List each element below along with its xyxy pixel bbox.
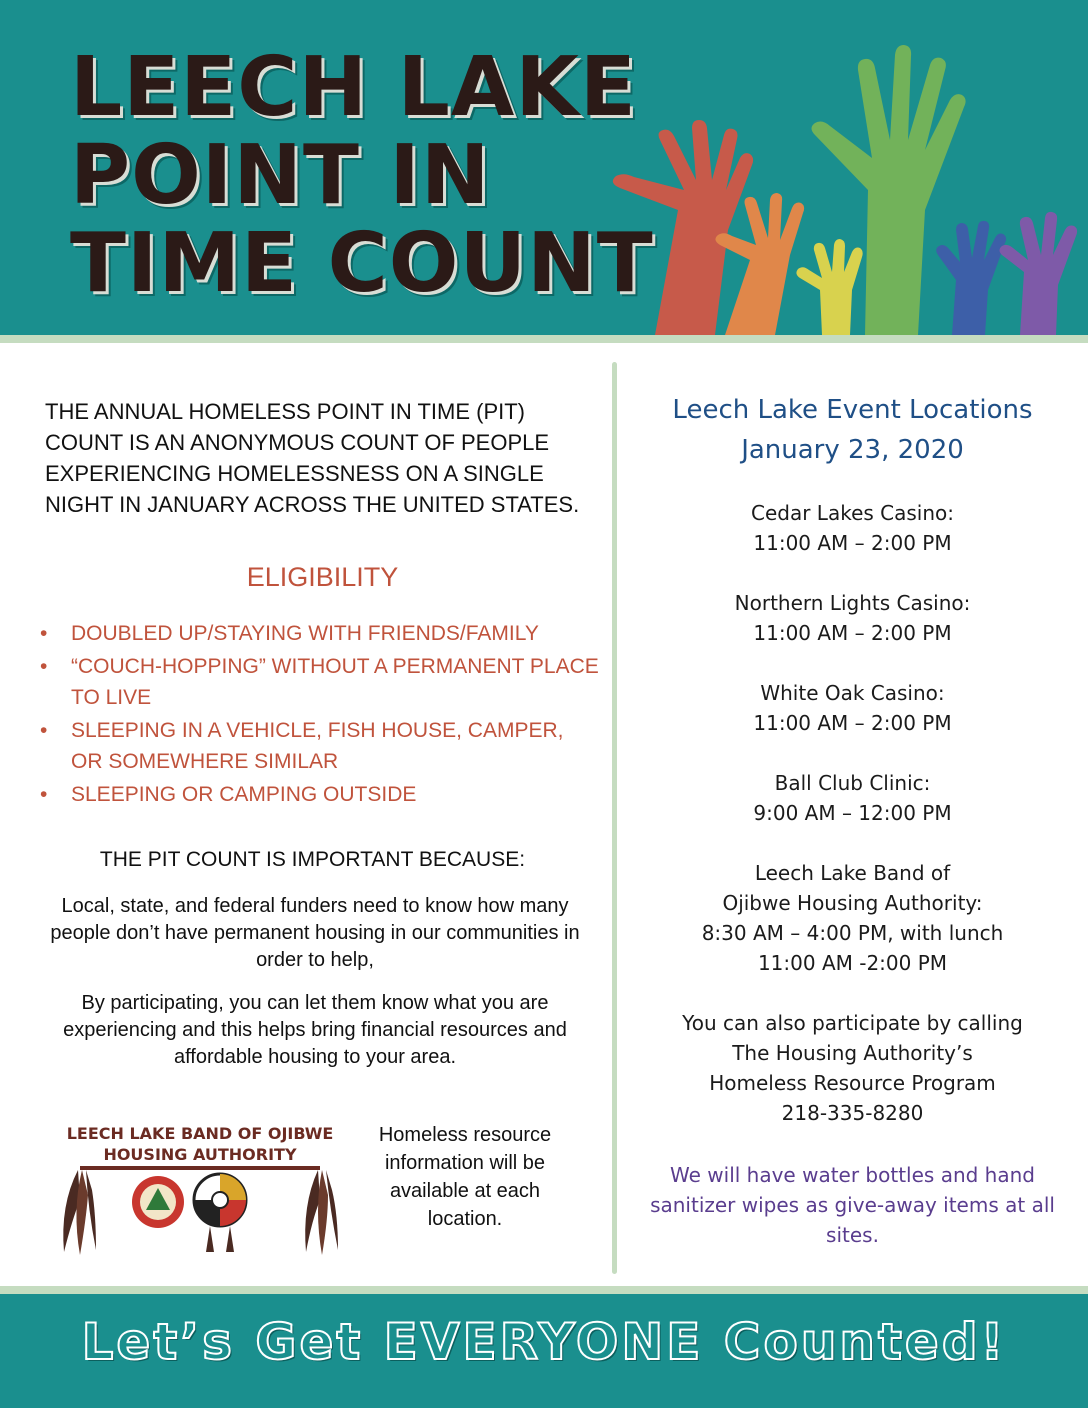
event-date: January 23, 2020 [741,435,964,465]
call-line-2: The Housing Authority’s [732,1041,973,1065]
bullet-icon: • [40,622,48,645]
header-divider [0,335,1088,343]
funders-paragraph: Local, state, and federal funders need to know how many people don’t have permanent housing in our communities in order to help, [50,895,580,971]
eligibility-item-text: “COUCH-HOPPING” WITHOUT A PERMANENT PLACE TO LIVE [71,655,599,709]
logo-line-2: HOUSING AUTHORITY [103,1145,297,1164]
location-name: White Oak Casino: [760,681,945,705]
event-title-line: Leech Lake Event Locations [672,395,1033,425]
eligibility-heading: ELIGIBILITY [246,562,399,592]
location-hours: 11:00 AM – 2:00 PM [753,621,952,645]
housing-lunch-hours: 11:00 AM -2:00 PM [757,951,948,975]
title-line-1: LEECH LAKE [70,40,637,135]
eligibility-list [40,618,600,812]
left-feather-icon [63,1170,96,1255]
purple-hand-icon [1000,212,1078,335]
location-hours: 11:00 AM – 2:00 PM [753,711,952,735]
column-divider [612,362,617,1274]
eligibility-item-text: DOUBLED UP/STAYING WITH FRIENDS/FAMILY [71,622,539,645]
list-item [40,715,600,777]
medicine-wheel-icon [194,1174,246,1252]
call-info [640,1008,1065,1128]
participation-paragraph: By participating, you can let them know what you are experiencing and this helps bring financial resources and affordable housing to your area. [63,992,567,1068]
right-feather-icon [305,1170,338,1255]
phone-number: 218-335-8280 [781,1101,924,1125]
intro-text: THE ANNUAL HOMELESS POINT IN TIME (PIT) COUNT IS AN ANONYMOUS COUNT OF PEOPLE EXPERIENCING HOMELESSNESS ON A SINGLE NIGHT IN JANUARY ACROSS THE UNITED STATES. [45,399,580,517]
title-line-2: POINT IN [70,128,491,223]
housing-authority-location [640,858,1065,978]
call-line-3: Homeless Resource Program [709,1071,996,1095]
call-line-1: You can also participate by calling [682,1011,1023,1035]
location-hours: 11:00 AM – 2:00 PM [753,531,952,555]
housing-hours: 8:30 AM – 4:00 PM, with lunch [701,921,1004,945]
eligibility-item-text: SLEEPING IN A VEHICLE, FISH HOUSE, CAMPER, OR SOMEWHERE SIMILAR [71,719,564,773]
page-title [70,40,654,311]
raised-hands-illustration [600,40,1088,335]
location-hours: 9:00 AM – 12:00 PM [753,801,952,825]
eligibility-item-text: SLEEPING OR CAMPING OUTSIDE [71,783,417,806]
list-item [640,678,1065,738]
list-item [640,768,1065,828]
logo-emblem [50,1160,350,1260]
list-item [40,651,600,713]
importance-heading: THE PIT COUNT IS IMPORTANT BECAUSE: [99,848,526,871]
yellow-hand-icon [796,239,862,335]
title-line-3: TIME COUNT [70,216,654,311]
list-item [40,618,600,649]
location-name: Cedar Lakes Casino: [751,501,954,525]
blue-hand-icon [936,221,1006,335]
housing-line-2: Ojibwe Housing Authority: [722,891,983,915]
location-name: Northern Lights Casino: [734,591,971,615]
bullet-icon: • [40,655,48,678]
list-item [640,498,1065,558]
band-seal-icon [132,1176,184,1228]
bullet-icon: • [40,783,48,806]
housing-line-1: Leech Lake Band of [754,861,951,885]
resource-info-note: Homeless resource information will be available at each location. [378,1124,552,1230]
housing-authority-logo [50,1120,350,1260]
location-list [640,498,1065,978]
location-name: Ball Club Clinic: [774,771,931,795]
footer-divider [0,1286,1088,1294]
logo-line-1: LEECH LAKE BAND OF OJIBWE [66,1124,334,1143]
list-item [640,588,1065,648]
red-hand-icon [613,120,753,335]
list-item [40,779,600,810]
giveaway-note: We will have water bottles and hand sanitizer wipes as give-away items at all sites. [650,1163,1055,1247]
event-locations-title [640,390,1065,470]
footer-tagline: Let’s Get EVERYONE Counted! [81,1313,1007,1371]
event-locations-panel [640,390,1065,1250]
logo-text [50,1123,350,1165]
bullet-icon: • [40,719,48,742]
